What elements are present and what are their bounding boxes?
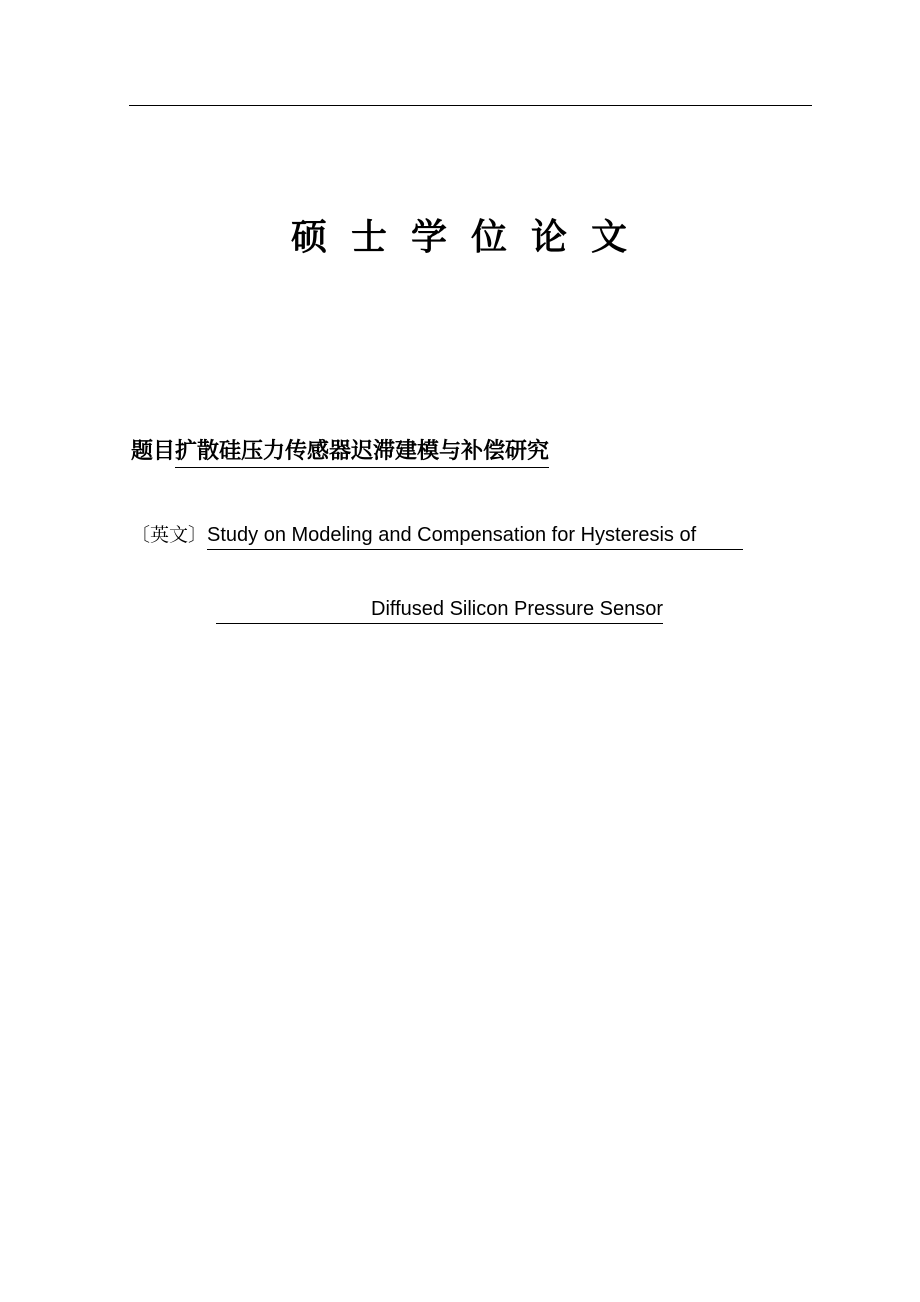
chinese-title-value: 扩散硅压力传感器迟滞建模与补偿研究 xyxy=(175,437,549,468)
english-title-row xyxy=(131,520,743,550)
english-title-line1: Study on Modeling and Compensation for Hysteresis of xyxy=(207,521,743,550)
chinese-title-label: 题目 xyxy=(131,439,176,464)
chinese-title-row xyxy=(131,436,549,470)
document-heading: 硕士学位论文 xyxy=(290,217,651,258)
header-rule xyxy=(129,105,812,106)
english-title-line2: Diffused Silicon Pressure Sensor xyxy=(216,595,663,624)
english-title-label: 〔英文〕 xyxy=(131,524,208,546)
